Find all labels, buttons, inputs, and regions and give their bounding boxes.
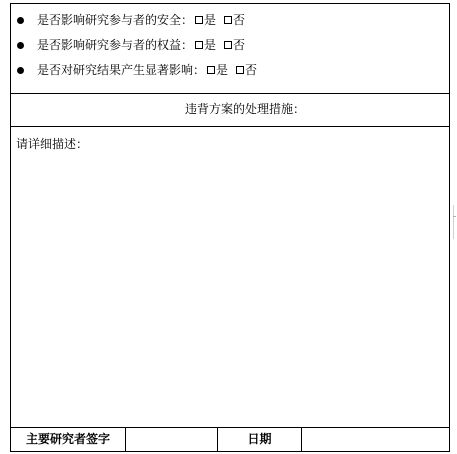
checkbox-no[interactable]: [224, 16, 232, 24]
question-text: 是否影响研究参与者的安全：: [37, 13, 194, 27]
checkbox-no[interactable]: [236, 66, 244, 74]
handling-measures-header: [11, 93, 449, 127]
handling-measures-label: 违背方案的处理措施：: [184, 102, 305, 116]
question-results: [17, 60, 257, 80]
bullet-icon: [17, 67, 24, 74]
pi-signature-field[interactable]: [126, 428, 218, 451]
question-text: 是否影响研究参与者的权益：: [37, 38, 194, 52]
question-rights: [17, 35, 245, 55]
option-label-no: 否: [233, 13, 246, 27]
checkbox-yes[interactable]: [195, 41, 203, 49]
detail-description-label: 请详细描述：: [16, 137, 89, 151]
question-text: 是否对研究结果产生显著影响：: [37, 63, 206, 77]
option-label-yes: 是: [204, 38, 217, 52]
deviation-form-table: [10, 3, 450, 452]
option-label-yes: 是: [204, 13, 217, 27]
bullet-icon: [17, 17, 24, 24]
option-label-yes: 是: [216, 63, 229, 77]
question-safety: [17, 10, 245, 30]
detail-description-field[interactable]: [11, 127, 449, 428]
date-label: 日期: [218, 428, 302, 451]
checkbox-no[interactable]: [224, 41, 232, 49]
page-edge-marker: [453, 205, 457, 239]
signature-row: [11, 428, 449, 451]
impact-questions-section: [11, 4, 449, 94]
page-edge-tick: [453, 216, 456, 217]
bullet-icon: [17, 42, 24, 49]
date-field[interactable]: [302, 428, 449, 451]
checkbox-yes[interactable]: [195, 16, 203, 24]
pi-signature-label: 主要研究者签字: [11, 428, 126, 451]
option-label-no: 否: [233, 38, 246, 52]
option-label-no: 否: [245, 63, 258, 77]
checkbox-yes[interactable]: [207, 66, 215, 74]
